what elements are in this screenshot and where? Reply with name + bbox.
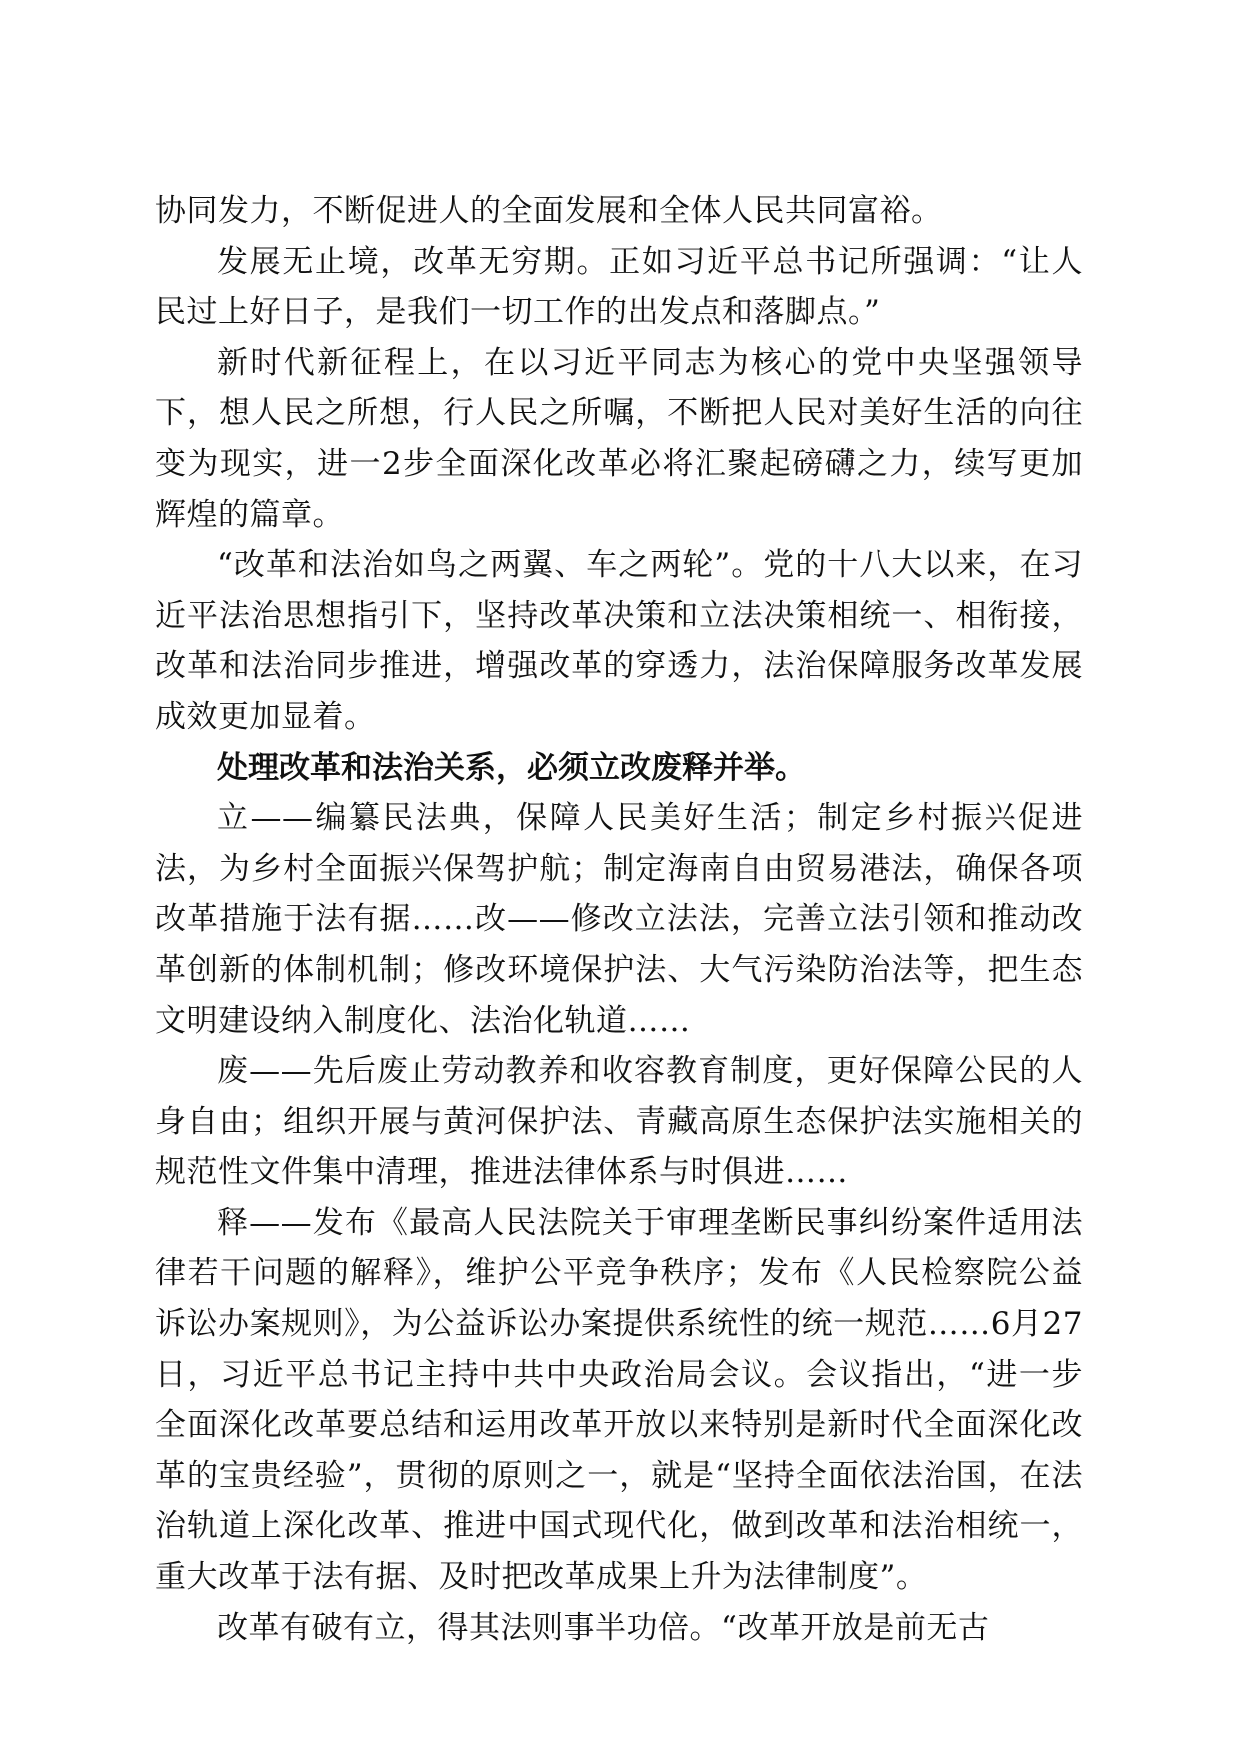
paragraph-establish-amend: 立——编纂民法典，保障人民美好生活；制定乡村振兴促进法，为乡村全面振兴保驾护航；制定海南自由贸易港法，确保各项改革措施于法有据……改——修改立法法，完善立法引领和推动改革创新的体制机制；修改环境保护法、大气污染防治法等，把生态文明建设纳入制度化、法治化轨道…… — [155, 800, 1083, 1039]
paragraph-development: 发展无止境，改革无穷期。正如习近平总书记所强调：“让人民过上好日子，是我们一切工作的出发点和落脚点。” — [155, 243, 1083, 331]
paragraph-continuation: 协同发力，不断促进人的全面发展和全体人民共同富裕。 — [155, 193, 943, 229]
paragraph-abolish: 废——先后废止劳动教养和收容教育制度，更好保障公民的人身自由；组织开展与黄河保护法、青藏高原生态保护法实施相关的规范性文件集中清理，推进法律体系与时俱进…… — [155, 1053, 1083, 1191]
document-body — [155, 186, 1083, 1653]
paragraph-interpret: 释——发布《最高人民法院关于审理垄断民事纠纷案件适用法律若干问题的解释》，维护公平竞争秩序；发布《人民检察院公益诉讼办案规则》，为公益诉讼办案提供系统性的统一规范……6月27日，习近平总书记主持中共中央政治局会议。会议指出，“进一步全面深化改革要总结和运用改革开放以来特别是新时代全面深化改革的宝贵经验”，贯彻的原则之一，就是“坚持全面依法治国，在法治轨道上深化改革、推进中国式现代化，做到改革和法治相统一，重大改革于法有据、及时把改革成果上升为法律制度”。 — [155, 1204, 1083, 1596]
paragraph-break-and-build: 改革有破有立，得其法则事半功倍。“改革开放是前无古 — [217, 1609, 990, 1646]
paragraph-reform-rule-of-law: “改革和法治如鸟之两翼、车之两轮”。党的十八大以来，在习近平法治思想指引下，坚持改革决策和立法决策相统一、相衔接，改革和法治同步推进，增强改革的穿透力，法治保障服务改革发展成效更加显着。 — [155, 547, 1083, 735]
section-heading: 处理改革和法治关系，必须立改废释并举。 — [217, 749, 806, 786]
paragraph-new-era: 新时代新征程上，在以习近平同志为核心的党中央坚强领导下，想人民之所想，行人民之所嘱，不断把人民对美好生活的向往变为现实，进一2步全面深化改革必将汇聚起磅礴之力，续写更加辉煌的篇章。 — [155, 344, 1083, 533]
